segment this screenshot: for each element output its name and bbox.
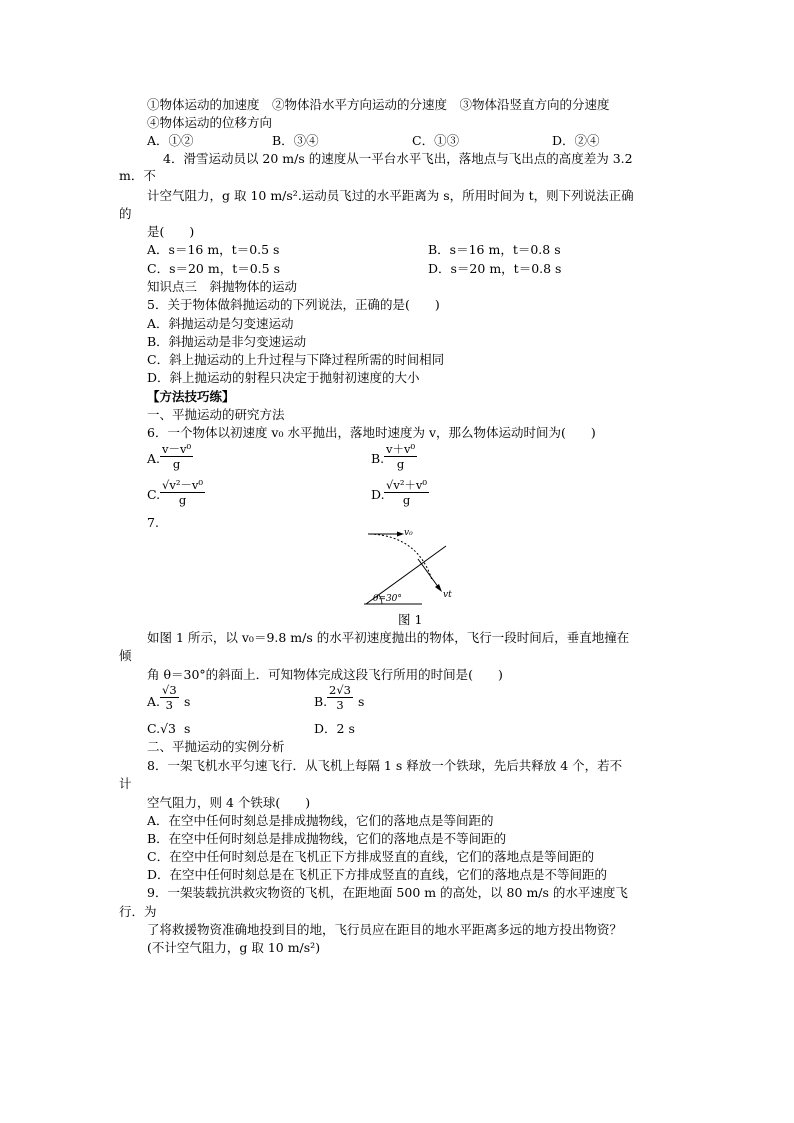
- q3-choice-d: D．②④: [552, 133, 600, 148]
- q6-choice-c-denominator: g: [178, 493, 187, 507]
- q6-choice-b-denominator: g: [396, 457, 405, 471]
- q6-stem: 6．一个物体以初速度 v₀ 水平抛出，落地时速度为 v，那么物体运动时间为( ): [147, 425, 596, 440]
- projectile-trajectory: [370, 534, 432, 580]
- q3-choice-b: B．③④: [272, 133, 319, 148]
- q7-stem-line-2: 倾: [119, 648, 132, 663]
- q7-choice-a-numerator: √3: [162, 683, 177, 697]
- section-2-heading: 二、平抛运动的实例分析: [147, 739, 285, 754]
- q6-choice-d-numerator: √v²＋v⁰: [386, 478, 428, 492]
- q3-choice-c: C．①③: [412, 133, 460, 148]
- section-1-heading: 一、平抛运动的研究方法: [147, 407, 285, 422]
- q5-choice-b: B．斜抛运动是非匀变速运动: [147, 334, 307, 349]
- q8-choice-c: C．在空中任何时刻总是在飞机正下方排成竖直的直线，它们的落地点是等间距的: [147, 849, 595, 864]
- q7-choice-b-numerator: 2√3: [329, 683, 351, 697]
- q6-choice-a-numerator: v－v⁰: [162, 442, 192, 456]
- knowledge-point-3-heading: 知识点三 斜抛物体的运动: [147, 279, 298, 294]
- q9-stem-line-4: (不计空气阻力，g 取 10 m/s²): [147, 940, 321, 955]
- q7-choice-a-fraction: [160, 684, 179, 712]
- q7-choice-b-unit: s: [358, 694, 365, 709]
- q6-choice-a-fraction: [160, 443, 193, 471]
- figure-vt-label: vt: [443, 590, 452, 600]
- figure-v0-label: v₀: [404, 528, 413, 538]
- method-practice-header: 【方法技巧练】: [147, 389, 235, 404]
- q6-choice-d-label: D.: [371, 487, 385, 502]
- q7-choice-b-fraction: [327, 684, 353, 712]
- q5-choice-d: D．斜上抛运动的射程只决定于抛射初速度的大小: [147, 370, 420, 385]
- q7-choice-a-denominator: 3: [165, 698, 173, 712]
- q8-choice-a: A．在空中任何时刻总是排成抛物线，它们的落地点是等间距的: [147, 813, 494, 828]
- q5-choice-a: A．斜抛运动是匀变速运动: [147, 316, 294, 331]
- q9-stem-line-1: 9．一架装载抗洪救灾物资的飞机，在距地面 500 m 的高处，以 80 m/s 的水平速度飞: [147, 885, 628, 900]
- figure-angle-label: θ=30°: [373, 594, 402, 604]
- q6-choice-a-denominator: g: [172, 457, 181, 471]
- figure-caption: 图 1: [398, 612, 423, 627]
- q3-choice-a: A．①②: [147, 133, 194, 148]
- q6-choice-d-fraction: [384, 479, 429, 507]
- q4-stem-line-4: 的: [119, 206, 132, 221]
- q4-stem-line-1: 4．滑雪运动员以 20 m/s 的速度从一平台水平飞出，落地点与飞出点的高度差为 3.2: [163, 151, 633, 166]
- q5-stem: 5．关于物体做斜抛运动的下列说法，正确的是( ): [147, 297, 440, 312]
- q7-choice-b-denominator: 3: [336, 698, 344, 712]
- q7-choice-a-label: A.: [147, 694, 161, 709]
- v0-arrowhead: [397, 532, 404, 537]
- vt-arrowhead: [435, 584, 442, 592]
- q6-choice-b-fraction: [384, 443, 417, 471]
- q4-choice-c: C．s＝20 m，t＝0.5 s: [147, 261, 281, 276]
- q6-choice-b-numerator: v＋v⁰: [386, 442, 416, 456]
- q8-stem-line-3: 空气阻力，则 4 个铁球( ): [147, 795, 311, 810]
- q7-choice-c: C.√3 s: [147, 721, 191, 736]
- q8-stem-line-2: 计: [119, 776, 132, 791]
- q7-choice-b-label: B.: [314, 694, 328, 709]
- q6-choice-c-label: C.: [147, 487, 161, 502]
- q7-stem-line-3: 角 θ＝30°的斜面上．可知物体完成这段飞行所用的时间是( ): [147, 667, 503, 682]
- q4-stem-line-2: m．不: [119, 168, 156, 183]
- q3-option-line-2: ④物体运动的位移方向: [147, 115, 273, 130]
- q7-number: 7.: [147, 515, 159, 530]
- q7-stem-line-1: 如图 1 所示，以 v₀＝9.8 m/s 的水平初速度抛出的物体，飞行一段时间后，垂直地撞在: [147, 630, 630, 645]
- q9-stem-line-2: 行．为: [119, 904, 157, 919]
- q8-choice-b: B．在空中任何时刻总是排成抛物线，它们的落地点是不等间距的: [147, 831, 507, 846]
- q5-choice-c: C．斜上抛运动的上升过程与下降过程所需的时间相同: [147, 352, 445, 367]
- q8-choice-d: D．在空中任何时刻总是在飞机正下方排成竖直的直线，它们的落地点是不等间距的: [147, 867, 608, 882]
- q6-choice-c-numerator: √v²－v⁰: [162, 478, 204, 492]
- q8-stem-line-1: 8．一架飞机水平匀速飞行．从飞机上每隔 1 s 释放一个铁球，先后共释放 4 个，若不: [147, 758, 623, 773]
- q4-choice-d: D．s＝20 m，t＝0.8 s: [428, 261, 562, 276]
- q6-choice-a-label: A.: [147, 451, 161, 466]
- q9-stem-line-3: 了将救援物资准确地投到目的地，飞行员应在距目的地水平距离多远的地方投出物资？: [147, 922, 623, 937]
- q7-choice-d: D．2 s: [314, 721, 355, 736]
- q4-choice-b: B．s＝16 m，t＝0.8 s: [428, 242, 561, 257]
- vt-velocity-line: [418, 559, 439, 588]
- q6-choice-b-label: B.: [371, 451, 385, 466]
- q6-choice-c-fraction: [160, 479, 205, 507]
- q6-choice-d-denominator: g: [402, 493, 411, 507]
- q4-choice-a: A．s＝16 m，t＝0.5 s: [147, 242, 280, 257]
- q3-option-line-1: ①物体运动的加速度 ②物体沿水平方向运动的分速度 ③物体沿竖直方向的分速度: [147, 97, 610, 112]
- q4-stem-line-5: 是( ): [147, 224, 195, 239]
- q7-choice-a-unit: s: [184, 694, 191, 709]
- q4-stem-line-3: 计空气阻力，g 取 10 m/s².运动员飞过的水平距离为 s，所用时间为 t，则下列说法正确: [147, 188, 634, 203]
